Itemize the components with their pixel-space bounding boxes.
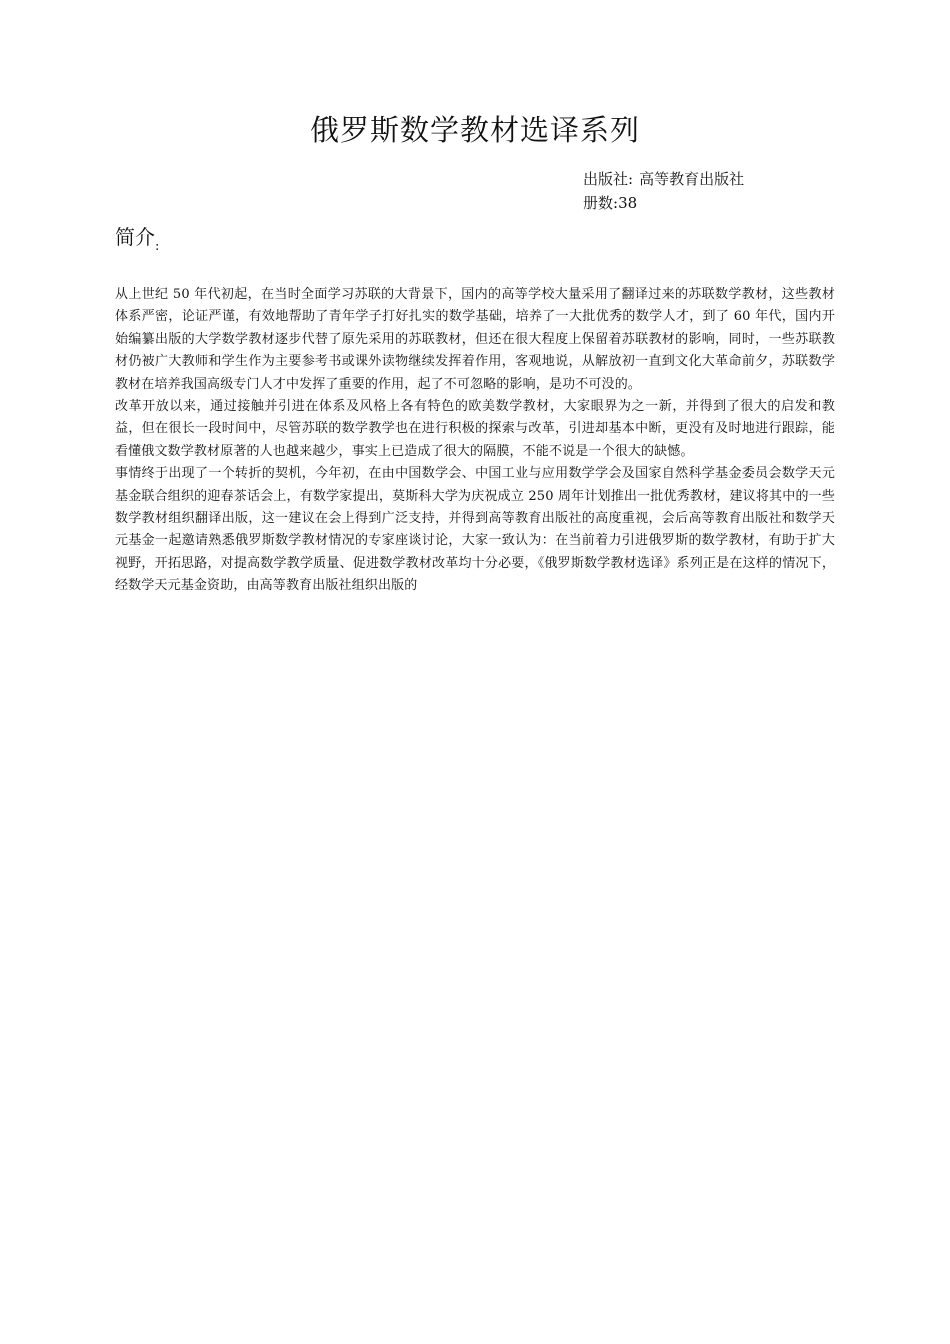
intro-heading-colon: : xyxy=(155,239,160,254)
intro-body xyxy=(115,284,835,598)
publisher-value: 高等教育出版社 xyxy=(639,170,745,188)
intro-heading xyxy=(115,222,159,262)
volumes-label: 册数: xyxy=(583,194,619,212)
volumes-row xyxy=(583,191,923,215)
volumes-value: 38 xyxy=(618,194,638,212)
intro-paragraph-1: 从上世纪 50 年代初起，在当时全面学习苏联的大背景下，国内的高等学校大量采用了翻译过来的苏联数学教材，这些教材体系严密，论证严谨，有效地帮助了青年学子打好扎实的数学基础，培养了一大批优秀的数学人才，到了 60 年代，国内开始编纂出版的大学数学教材逐步代替了原先采用的苏联教材，但还在很大程度上保留着苏联教材的影响，同时，一些苏联教材仍被广大教师和学生作为主要参考书或课外读物继续发挥着作用，客观地说，从解放初一直到文化大革命前夕，苏联数学教材在培养我国高级专门人才中发挥了重要的作用，起了不可忽略的影响，是功不可没的。 xyxy=(115,287,835,392)
intro-paragraph-3: 事情终于出现了一个转折的契机，今年初，在由中国数学会、中国工业与应用数学学会及国家自然科学基金委员会数学天元基金联合组织的迎春茶话会上，有数学家提出，莫斯科大学为庆祝成立 250 周年计划推出一批优秀教材，建议将其中的一些数学教材组织翻译出版，这一建议在会上得到广泛支持，并得到高等教育出版社的高度重视，会后高等教育出版社和数学天元基金一起邀请熟悉俄罗斯数学教材情况的专家座谈讨论，大家一致认为：在当前着力引进俄罗斯的数学教材，有助于扩大视野，开拓思路，对提高数学教学质量、促进数学教材改革均十分必要，《俄罗斯数学教材选译》系列正是在这样的情况下，经数学天元基金资助，由高等教育出版社组织出版的 xyxy=(115,466,835,594)
intro-paragraph-2: 改革开放以来，通过接触并引进在体系及风格上各有特色的欧美数学教材，大家眼界为之一新，并得到了很大的启发和教益，但在很长一段时间中，尽管苏联的数学教学也在进行积极的探索与改革，引进却基本中断，更没有及时地进行跟踪，能看懂俄文数学教材原著的人也越来越少，事实上已造成了很大的隔膜，不能不说是一个很大的缺憾。 xyxy=(115,399,835,459)
publisher-label: 出版社: xyxy=(583,170,634,188)
publisher-row xyxy=(583,167,923,191)
book-meta xyxy=(583,167,923,215)
document-title: 俄罗斯数学教材选译系列 xyxy=(309,113,640,147)
intro-heading-text: 简介 xyxy=(115,225,155,249)
